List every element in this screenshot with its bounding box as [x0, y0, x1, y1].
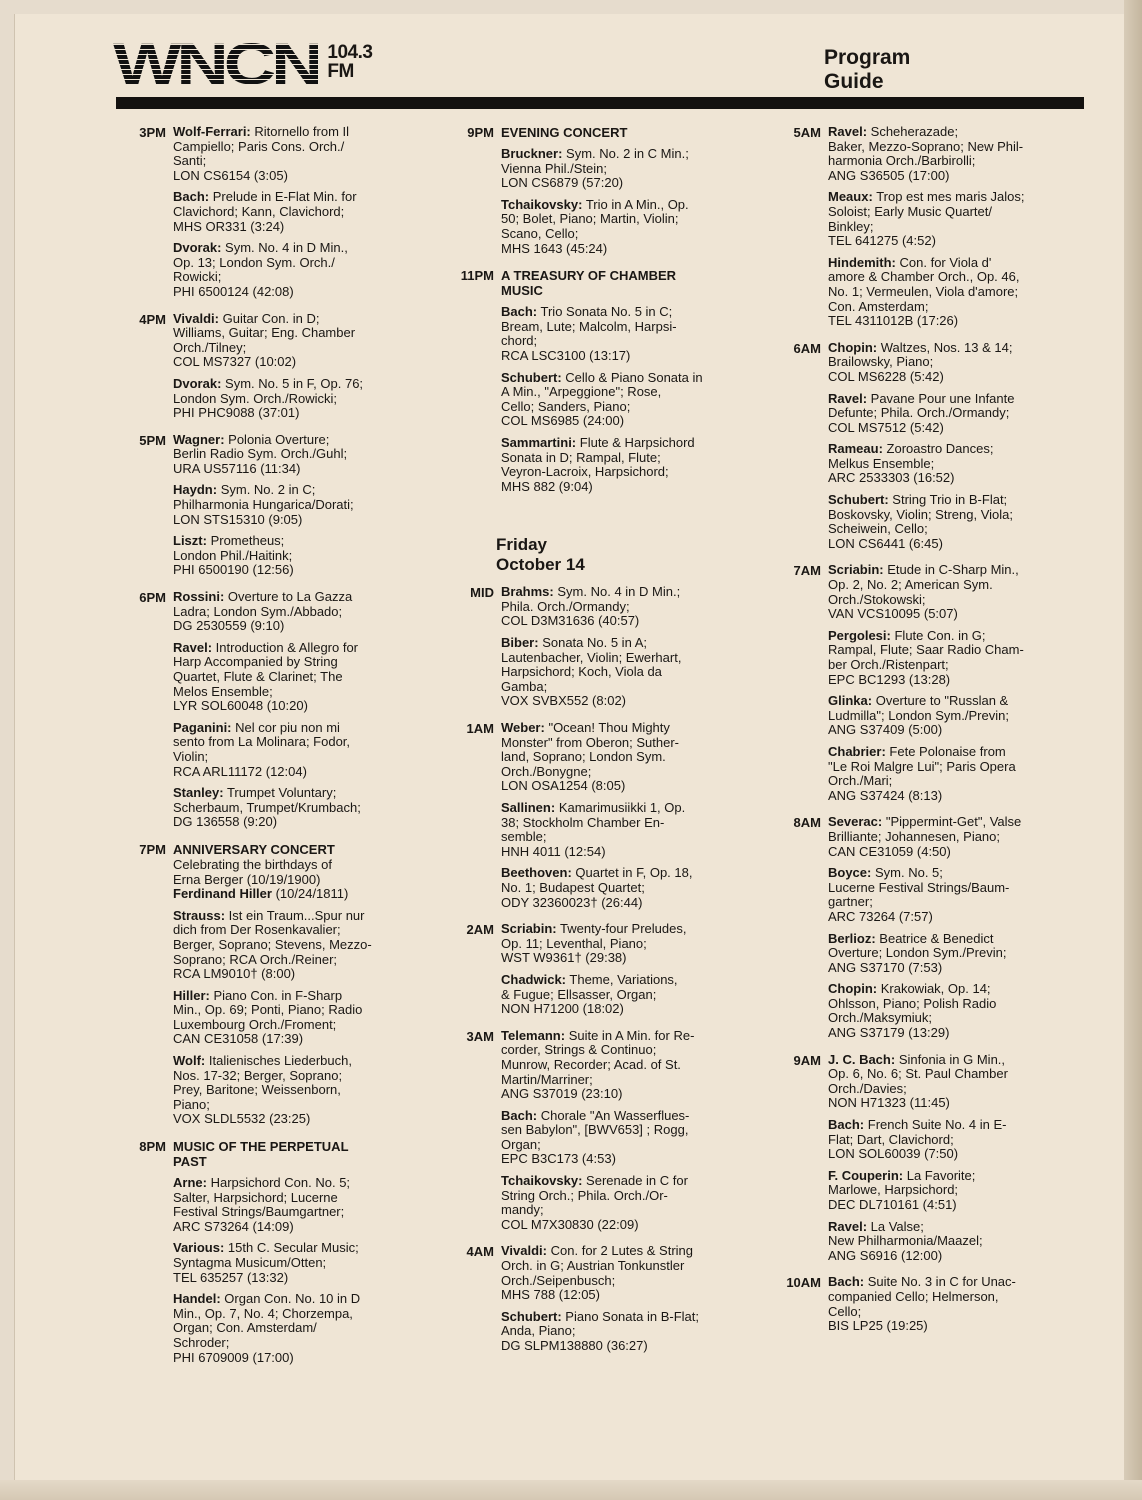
program-entry — [828, 190, 1075, 248]
concert-note — [173, 858, 420, 902]
slot-time: 8AM — [793, 815, 821, 831]
time-slot — [775, 1053, 1075, 1271]
work-details: Ritornello from Il Campiello; Paris Cons. Orch./ Santi; LON CS6154 (3:05) — [173, 124, 350, 183]
work-details: Quartet in F, Op. 18, No. 1; Budapest Quartet; ODY 32360023† (26:44) — [501, 865, 693, 910]
composer-name: Weber: — [501, 720, 545, 736]
program-entry — [173, 534, 420, 578]
composer-name: Schubert: — [501, 369, 562, 385]
program-entry — [828, 442, 1075, 486]
composer-name: Dvorak: — [173, 240, 222, 256]
composer-name: Sallinen: — [501, 800, 556, 815]
work-details: Trio Sonata No. 5 in C; Bream, Lute; Malcolm, Harpsi- chord; RCA LSC3100 (13:17) — [501, 304, 677, 363]
work-details: Guitar Con. in D; Williams, Guitar; Eng. Chamber Orch./Tilney; COL MS7327 (10:02) — [173, 310, 356, 370]
time-slot — [448, 585, 748, 716]
program-entry — [173, 1292, 420, 1365]
composer-name: Ravel: — [828, 390, 868, 406]
work-details: Etude in C-Sharp Min., Op. 2, No. 2; American Sym. Orch./Stokowski; VAN VCS10095 (5:07) — [828, 562, 1019, 622]
work-details: Kamarimusiikki 1, Op. 38; Stockholm Chamber En- semble; HNH 4011 (12:54) — [501, 800, 686, 859]
slot-entries — [173, 125, 420, 307]
program-entry — [173, 125, 420, 183]
work-details: Zoroastro Dances; Melkus Ensemble; ARC 2533303 (16:52) — [828, 441, 994, 486]
program-entry — [828, 982, 1075, 1040]
column-2-top — [448, 125, 748, 501]
program-entry — [501, 436, 748, 494]
work-details: French Suite No. 4 in E- Flat; Dart, Clavichord; LON SOL60039 (7:50) — [828, 1117, 1007, 1162]
program-entry — [828, 866, 1075, 924]
composer-name: Tchaikovsky: — [501, 196, 583, 212]
work-details: Cello & Piano Sonata in A Min., "Arpeggione"; Rose, Cello; Sanders, Piano; COL MS6985 (24:00) — [501, 369, 703, 429]
composer-name: Ravel: — [828, 1218, 868, 1234]
composer-name: Haydn: — [173, 482, 218, 498]
composer-name: Rameau: — [828, 441, 883, 457]
composer-name: Bach: — [828, 1117, 865, 1133]
work-details: Twenty-four Preludes, Op. 11; Leventhal, Piano; WST W9361† (29:38) — [501, 921, 687, 966]
program-entry — [173, 786, 420, 830]
slot-entries — [828, 815, 1075, 1047]
slot-time: 5AM — [793, 125, 821, 140]
composer-name: J. C. Bach: — [828, 1051, 896, 1067]
work-details: Trio in A Min., Op. 50; Bolet, Piano; Martin, Violin; Scano, Cello; MHS 1643 (45:24) — [501, 196, 689, 256]
program-entry — [828, 341, 1075, 385]
time-slot — [448, 125, 748, 263]
program-entry — [173, 377, 420, 421]
slot-time: 5PM — [139, 432, 166, 448]
program-entry — [501, 801, 748, 859]
logo-band: FM — [327, 61, 354, 82]
program-entry — [173, 312, 420, 370]
slot-entries — [828, 1275, 1075, 1340]
time-slot — [448, 721, 748, 917]
slot-time: 10AM — [786, 1275, 821, 1291]
program-entry — [828, 563, 1075, 621]
composer-name: Telemann: — [501, 1027, 566, 1043]
composer-name: Chadwick: — [501, 971, 567, 987]
day-heading — [496, 535, 748, 575]
work-details: Suite in A Min. for Re- corder, Strings & Continuo; Munrow, Recorder; Acad. of St. Martin/Marriner; ANG S37019 (23:10) — [501, 1027, 695, 1102]
work-details: Suite No. 3 in C for Unac- companied Cello; Helmerson, Cello; BIS LP25 (19:25) — [828, 1274, 1016, 1334]
composer-name: Stanley: — [173, 785, 224, 801]
program-entry — [828, 745, 1075, 803]
composer-name: Ravel: — [828, 124, 868, 139]
page-edge-shadow — [1124, 0, 1142, 1500]
page-title-line1: Program — [824, 46, 911, 69]
composer-name: Wolf-Ferrari: — [173, 124, 251, 139]
composer-name: Strauss: — [173, 907, 226, 923]
slot-time: 1AM — [466, 721, 494, 737]
program-entry — [173, 909, 420, 982]
program-entry — [828, 1275, 1075, 1333]
concert-title: EVENING CONCERT — [501, 125, 628, 140]
work-details: Prometheus; London Phil./Haitink; PHI 6500190 (12:56) — [173, 533, 294, 578]
work-details: Sym. No. 4 in D Min., Op. 13; London Sym. Orch./ Rowicki; PHI 6500124 (42:08) — [173, 240, 348, 299]
composer-name: Bach: — [173, 189, 210, 205]
work-details: Overture to "Russlan & Ludmilla"; London Sym./Previn; ANG S37409 (5:00) — [828, 693, 1009, 738]
composer-name: Chabrier: — [828, 743, 886, 759]
time-slot — [120, 842, 420, 1134]
work-details: Waltzes, Nos. 13 & 14; Brailowsky, Piano; COL MS6228 (5:42) — [828, 339, 1013, 384]
work-details: Nel cor piu non mi sento from La Molinara; Fodor, Violin; RCA ARL11172 (12:04) — [173, 719, 351, 779]
column-2 — [448, 125, 748, 1366]
composer-name: Handel: — [173, 1291, 221, 1307]
work-details: Chorale "An Wasserflues- sen Babylon", [BWV653] ; Rogg, Organ; EPC B3C173 (4:53) — [501, 1107, 690, 1167]
slot-time: 9AM — [793, 1052, 821, 1068]
slot-time: 7AM — [793, 563, 821, 579]
page-title — [824, 46, 910, 94]
composer-name: Hindemith: — [828, 254, 896, 270]
concert-title: MUSIC OF THE PERPETUAL PAST — [173, 1139, 349, 1170]
composer-name: Glinka: — [828, 693, 873, 709]
composer-name: Pergolesi: — [828, 627, 891, 643]
work-details: Prelude in E-Flat Min. for Clavichord; Kann, Clavichord; MHS OR331 (3:24) — [173, 189, 357, 234]
work-details: Overture to La Gazza Ladra; London Sym./Abbado; DG 2530559 (9:10) — [173, 589, 353, 634]
slot-time: 6PM — [139, 590, 166, 606]
program-entry — [501, 1029, 748, 1102]
time-slot — [775, 341, 1075, 559]
composer-name: Chopin: — [828, 981, 878, 997]
slot-entries — [173, 312, 420, 428]
slot-entries — [501, 1029, 748, 1240]
composer-name: Various: — [173, 1240, 225, 1256]
slot-time: 7PM — [139, 841, 166, 857]
composer-name: Rossini: — [173, 589, 225, 605]
program-entry — [173, 1054, 420, 1127]
column-2-bottom — [448, 585, 748, 1360]
program-entry — [173, 483, 420, 527]
slot-time: 11PM — [460, 268, 494, 284]
work-details: Sym. No. 2 in C Min.; Vienna Phil./Stein; LON CS6879 (57:20) — [501, 146, 689, 191]
time-slot — [120, 125, 420, 307]
work-details: Sym. No. 5 in F, Op. 76; London Sym. Orch./Rowicki; PHI PHC9088 (37:01) — [173, 375, 364, 421]
program-entry — [828, 1053, 1075, 1111]
logo-letters: WNCN — [113, 32, 319, 97]
program-entry — [501, 973, 748, 1017]
work-details: Fete Polonaise from "Le Roi Malgre Lui"; Paris Opera Orch./Mari; ANG S37424 (8:13) — [828, 743, 1016, 803]
work-details: Piano Sonata in B-Flat; Anda, Piano; DG SLPM138880 (36:27) — [501, 1308, 699, 1353]
composer-name: Paganini: — [173, 719, 232, 735]
program-entry — [173, 641, 420, 714]
program-entry — [828, 392, 1075, 436]
slot-time: 3PM — [139, 125, 166, 140]
work-details: La Favorite; Marlowe, Harpsichord; DEC DL710161 (4:51) — [828, 1167, 976, 1212]
page-bottom-shadow — [0, 1480, 1142, 1500]
program-entry — [828, 256, 1075, 329]
program-entry — [501, 721, 748, 794]
program-entry — [501, 1174, 748, 1232]
composer-name: Bach: — [828, 1274, 865, 1290]
program-entry — [501, 636, 748, 709]
composer-name: Bruckner: — [501, 146, 563, 161]
program-entry — [173, 190, 420, 234]
program-entry — [501, 147, 748, 191]
time-slot — [120, 1139, 420, 1372]
composer-name: Hiller: — [173, 987, 210, 1003]
program-entry — [828, 815, 1075, 859]
slot-entries — [173, 842, 420, 1134]
logo-frequency — [327, 43, 372, 81]
program-entry — [501, 1109, 748, 1167]
slot-entries — [828, 341, 1075, 559]
work-details: Krakowiak, Op. 14; Ohlsson, Piano; Polish Radio Orch./Maksymiuk; ANG S37179 (13:29) — [828, 981, 997, 1041]
program-entry — [173, 989, 420, 1047]
slot-entries — [173, 590, 420, 837]
program-entry — [501, 371, 748, 429]
program-entry — [828, 1220, 1075, 1264]
composer-name: Scriabin: — [828, 562, 884, 578]
composer-name: Scriabin: — [501, 921, 557, 937]
composer-name: Bach: — [501, 1107, 538, 1123]
work-details: Sonata No. 5 in A; Lautenbacher, Violin; Ewerhart, Harpsichord; Koch, Viola da Gamba; VOX SVBX552 (8:02) — [501, 635, 682, 709]
wncn-logo — [113, 32, 373, 97]
work-details: Trop est mes maris Jalos; Soloist; Early Music Quartet/ Binkley; TEL 641275 (4:52) — [828, 189, 1025, 249]
program-entry — [828, 493, 1075, 551]
composer-name: Bach: — [501, 304, 538, 320]
program-entry — [173, 241, 420, 299]
composer-name: Wolf: — [173, 1053, 206, 1069]
composer-name: Beethoven: — [501, 865, 572, 881]
work-details: Serenade in C for String Orch.; Phila. Orch./Or- mandy; COL M7X30830 (22:09) — [501, 1173, 688, 1232]
concert-title: ANNIVERSARY CONCERT — [173, 841, 335, 857]
work-details: La Valse; New Philharmonia/Maazel; ANG S6916 (12:00) — [828, 1218, 983, 1263]
header-rule — [116, 97, 1084, 109]
work-details: Flute Con. in G; Rampal, Flute; Saar Radio Cham- ber Orch./Ristenpart; EPC BC1293 (13:28) — [828, 627, 1024, 687]
time-slot — [120, 312, 420, 428]
work-details: Polonia Overture; Berlin Radio Sym. Orch./Guhl; URA US57116 (11:34) — [173, 431, 348, 476]
program-entry — [173, 433, 420, 477]
time-slot — [775, 815, 1075, 1047]
note-bold-name: Ferdinand Hiller — [173, 886, 272, 902]
composer-name: Schubert: — [828, 492, 889, 508]
work-details: String Trio in B-Flat; Boskovsky, Violin; Streng, Viola; Scheiwein, Cello; LON CS6441 (6:45) — [828, 492, 1013, 551]
program-entry — [828, 629, 1075, 687]
time-slot — [775, 563, 1075, 810]
program-entry — [828, 1118, 1075, 1162]
work-details: Sinfonia in G Min., Op. 6, No. 6; St. Paul Chamber Orch./Davies; NON H71323 (11:45) — [828, 1051, 1008, 1111]
slot-entries — [828, 1053, 1075, 1271]
program-entry — [501, 585, 748, 629]
slot-entries — [173, 433, 420, 585]
page-title-line2: Guide — [824, 70, 884, 93]
time-slot — [775, 1275, 1075, 1340]
slot-entries — [501, 1244, 748, 1360]
composer-name: Boyce: — [828, 865, 872, 881]
time-slot — [448, 268, 748, 501]
work-details: Piano Con. in F-Sharp Min., Op. 69; Ponti, Piano; Radio Luxembourg Orch./Froment; CAN CE31058 (17:39) — [173, 987, 363, 1047]
program-entry — [828, 694, 1075, 738]
concert-title: A TREASURY OF CHAMBER MUSIC — [501, 268, 677, 299]
slot-entries — [501, 268, 748, 501]
program-entry — [501, 1244, 748, 1302]
work-details: Theme, Variations, & Fugue; Ellsasser, Organ; NON H71200 (18:02) — [501, 971, 678, 1017]
logo-freq-number: 104.3 — [327, 42, 373, 63]
program-entry — [173, 1241, 420, 1285]
work-details: Italienisches Liederbuch, Nos. 17-32; Berger, Soprano; Prey, Baritone; Weissenborn, Piano; VOX SLDL5532 (23:25) — [173, 1053, 352, 1127]
slot-time: 8PM — [139, 1139, 166, 1155]
composer-name: Meaux: — [828, 189, 873, 205]
time-slot — [448, 1244, 748, 1360]
note-text: Celebrating the birthdays of Erna Berger (10/19/1900) — [173, 856, 332, 887]
program-entry — [501, 198, 748, 256]
slot-time: 6AM — [793, 340, 821, 356]
work-details: 15th C. Secular Music; Syntagma Musicum/Otten; TEL 635257 (13:32) — [173, 1240, 359, 1285]
composer-name: Chopin: — [828, 339, 878, 355]
work-details: Sym. No. 4 in D Min.; Phila. Orch./Ormandy; COL D3M31636 (40:57) — [501, 584, 681, 629]
work-details: Organ Con. No. 10 in D Min., Op. 7, No. 4; Chorzempa, Organ; Con. Amsterdam/ Schroder; PHI 6709009 (17:00) — [173, 1291, 361, 1365]
work-details: Con. for Viola d' amore & Chamber Orch., Op. 46, No. 1; Vermeulen, Viola d'amore; Con. Amsterdam; TEL 4311012B (17:26) — [828, 254, 1020, 329]
program-entry — [501, 866, 748, 910]
work-details: Sym. No. 5; Lucerne Festival Strings/Baum- gartner; ARC 73264 (7:57) — [828, 865, 1010, 924]
slot-time: 4PM — [139, 311, 166, 327]
day-date: October 14 — [496, 555, 585, 575]
column-3 — [775, 125, 1075, 1346]
time-slot — [448, 922, 748, 1024]
program-entry — [173, 721, 420, 779]
program-entry — [828, 932, 1075, 976]
program-entry — [501, 1310, 748, 1354]
slot-time: MID — [470, 585, 494, 601]
time-slot — [448, 1029, 748, 1240]
time-slot — [775, 125, 1075, 336]
day-weekday: Friday — [496, 535, 548, 555]
composer-name: Dvorak: — [173, 375, 222, 391]
slot-time: 4AM — [466, 1244, 494, 1260]
column-1 — [120, 125, 420, 1377]
composer-name: Tchaikovsky: — [501, 1173, 583, 1189]
slot-entries — [501, 922, 748, 1024]
work-details: Con. for 2 Lutes & String Orch. in G; Austrian Tonkunstler Orch./Seipenbusch; MHS 788 (12:05) — [501, 1243, 693, 1303]
work-details: Sym. No. 2 in C; Philharmonia Hungarica/Dorati; LON STS15310 (9:05) — [173, 482, 354, 527]
composer-name: Severac: — [828, 814, 883, 830]
program-entry — [828, 1169, 1075, 1213]
program-entry — [828, 125, 1075, 183]
composer-name: Vivaldi: — [501, 1243, 548, 1259]
slot-entries — [501, 721, 748, 917]
composer-name: Schubert: — [501, 1308, 562, 1324]
composer-name: Brahms: — [501, 584, 554, 600]
work-details: Introduction & Allegro for Harp Accompanied by String Quartet, Flute & Clarinet; The Melos Ensemble; LYR SOL60048 (10:20) — [173, 639, 359, 714]
program-entry — [173, 590, 420, 634]
slot-entries — [501, 125, 748, 263]
time-slot — [120, 433, 420, 585]
note-tail: (10/24/1811) — [271, 886, 349, 902]
composer-name: Liszt: — [173, 533, 207, 549]
slot-time: 3AM — [466, 1028, 494, 1044]
slot-time: 2AM — [466, 922, 494, 938]
slot-entries — [828, 563, 1075, 810]
work-details: Pavane Pour une Infante Defunte; Phila. Orch./Ormandy; COL MS7512 (5:42) — [828, 390, 1015, 435]
work-details: Harpsichord Con. No. 5; Salter, Harpsichord; Lucerne Festival Strings/Baumgartner; ARC S73264 (14:09) — [173, 1175, 351, 1234]
composer-name: Wagner: — [173, 431, 225, 447]
composer-name: Sammartini: — [501, 434, 577, 450]
composer-name: F. Couperin: — [828, 1167, 904, 1183]
slot-entries — [828, 125, 1075, 336]
work-details: "Ocean! Thou Mighty Monster" from Oberon; Suther- land, Soprano; London Sym. Orch./Bonygne; LON OSA1254 (8:05) — [501, 720, 680, 794]
slot-entries — [173, 1139, 420, 1372]
work-details: "Pippermint-Get", Valse Brilliante; Johannesen, Piano; CAN CE31059 (4:50) — [828, 814, 1022, 859]
work-details: Flute & Harpsichord Sonata in D; Rampal, Flute; Veyron-Lacroix, Harpsichord; MHS 882 (9:04) — [501, 434, 695, 494]
composer-name: Ravel: — [173, 639, 213, 655]
program-entry — [173, 1176, 420, 1234]
composer-name: Berlioz: — [828, 930, 876, 946]
slot-entries — [501, 585, 748, 716]
composer-name: Vivaldi: — [173, 310, 220, 326]
composer-name: Arne: — [173, 1175, 207, 1191]
time-slot — [120, 590, 420, 837]
program-entry — [501, 922, 748, 966]
program-entry — [501, 305, 748, 363]
work-details: Ist ein Traum...Spur nur dich from Der Rosenkavalier; Berger, Soprano; Stevens, Mezzo- Soprano; RCA Orch./Reiner; RCA LM9010† (8:00) — [173, 907, 372, 982]
work-details: Beatrice & Benedict Overture; London Sym./Previn; ANG S37170 (7:53) — [828, 930, 1007, 975]
slot-time: 9PM — [467, 125, 494, 140]
work-details: Scheherazade; Baker, Mezzo-Soprano; New Phil- harmonia Orch./Barbirolli; ANG S36505 (17:00) — [828, 124, 1024, 183]
work-details: Trumpet Voluntary; Scherbaum, Trumpet/Krumbach; DG 136558 (9:20) — [173, 785, 361, 830]
composer-name: Biber: — [501, 635, 539, 651]
